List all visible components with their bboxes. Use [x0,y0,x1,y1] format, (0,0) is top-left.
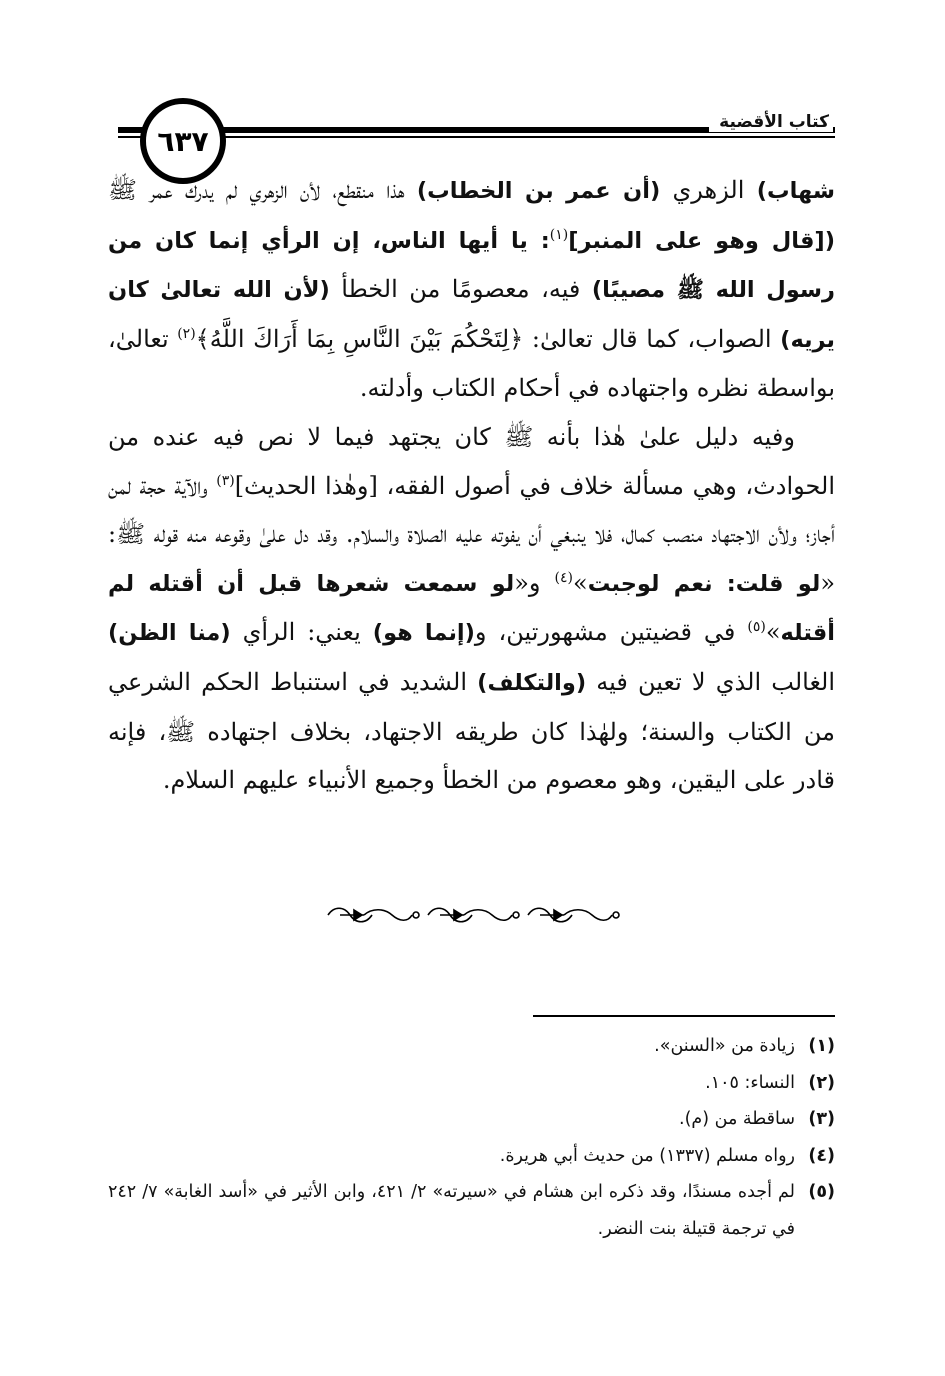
footnote-number: (٢) [808,1072,835,1093]
ornament-motif [328,908,419,922]
footnote-number: (٥) [808,1182,835,1202]
footnote [108,1028,835,1065]
commentary-text: » [573,568,588,597]
footnote-ref: (٢) [177,325,196,342]
footnote-text: ساقطة من (م). [679,1109,795,1129]
commentary-text: تعالىٰ، بواسطة نظره واجتهاده في أحكام الكتاب وأدلته. [108,324,835,403]
commentary-text: الصواب، كما قال تعالىٰ: ﴿لِتَحْكُمَ بَيْنَ النَّاسِ بِمَا أَرَاكَ اللَّهُ﴾ [195,324,781,353]
footnote [108,1065,835,1102]
commentary-text: الزهري [660,176,757,204]
bold-matn-text: (إنما هو) [372,620,475,647]
footnote [108,1101,835,1138]
footnote-rule [533,1015,835,1017]
footnotes [108,1028,835,1247]
bold-matn-text: شهاب) [756,178,836,204]
paragraph-2 [108,413,835,805]
page-number: ٦٣٧ [140,98,226,184]
bold-matn-text: ([قال وهو على المنبر] [568,227,835,254]
footnote-ref: (٣) [216,472,235,489]
commentary-text: وفيه دليل علىٰ هٰذا بأنه ﷺ كان يجتهد فيما لا نص فيه عنده من الحوادث، وهي مسألة خلاف في أصول الفقه، [وهٰذا الحديث] [108,422,835,500]
footnote-number: (٣) [808,1109,835,1129]
ornament-motif [528,908,619,922]
bold-matn-text: (والتكلف) [477,669,587,696]
commentary-text: يعني: الرأي [230,618,373,647]
commentary-text: هذا منقطع، لأن الزهري لم يدرك عمر ﷺ [108,176,417,204]
footnote-ref: (٥) [747,619,766,636]
bold-matn-text: (منا الظن) [108,620,231,647]
footnote-text: لم أجده مسندًا، وقد ذكره ابن هشام في «سيرته» ٢/ ٤٢١، وابن الأثير في «أسد الغابة» ٧/ ٢٤٢ في ترجمة قتيلة بنت النضر. [108,1182,795,1239]
bold-matn-text: (لأن الله تعالىٰ كان يريه) [108,277,835,353]
footnote [108,1174,835,1247]
commentary-text: و« [514,568,555,597]
footnote-text: زيادة من «السنن». [654,1036,795,1056]
bold-matn-text: لو قلت: نعم لوجبت [587,570,821,597]
footnote-number: (٤) [808,1145,835,1166]
commentary-text: والآية حجة لمن أجاز؛ ولأن الاجتهاد منصب كمال، فلا ينبغي أن يفوته عليه الصلاة والسلام. وقد دل علىٰ وقوعه منه قوله ﷺ: « [108,471,836,597]
ornament-motif [428,908,519,922]
main-text [108,166,835,805]
footnote [108,1138,835,1175]
commentary-text: الغالب الذي لا تعين فيه [586,667,836,696]
footnote-text: النساء: ١٠٥. [705,1072,795,1093]
commentary-text: » [765,618,781,647]
bold-matn-text: : يا أيها الناس، إن الرأي إنما كان من رسول الله ﷺ مصيبًا) [108,227,835,304]
commentary-text: فيه، معصومًا من الخطأ [329,275,592,304]
ornament-divider [320,900,620,930]
paragraph-1 [108,166,835,413]
page-header [0,0,945,170]
commentary-text: الشديد في استنباط الحكم الشرعي من الكتاب والسنة؛ ولهٰذا كان طريقه الاجتهاد، بخلاف اجتهاده ﷺ، فإنه قادر على اليقين، وهو معصوم من الخطأ وجميع الأنبياء عليهم السلام. [108,667,835,795]
running-title: كتاب الأقضية [709,112,833,132]
footnote-ref: (٤) [554,569,573,586]
footnote-number: (١) [808,1036,835,1056]
bold-matn-text: (أن عمر بن الخطاب) [416,178,661,204]
footnote-text: رواه مسلم (١٣٣٧) من حديث أبي هريرة. [499,1145,795,1166]
bold-matn-text: لو سمعت شعرها قبل أن أقتله لم أقتله [108,570,835,647]
commentary-text: في قضيتين مشهورتين، و [474,618,748,647]
footnote-ref: (١) [549,226,569,243]
